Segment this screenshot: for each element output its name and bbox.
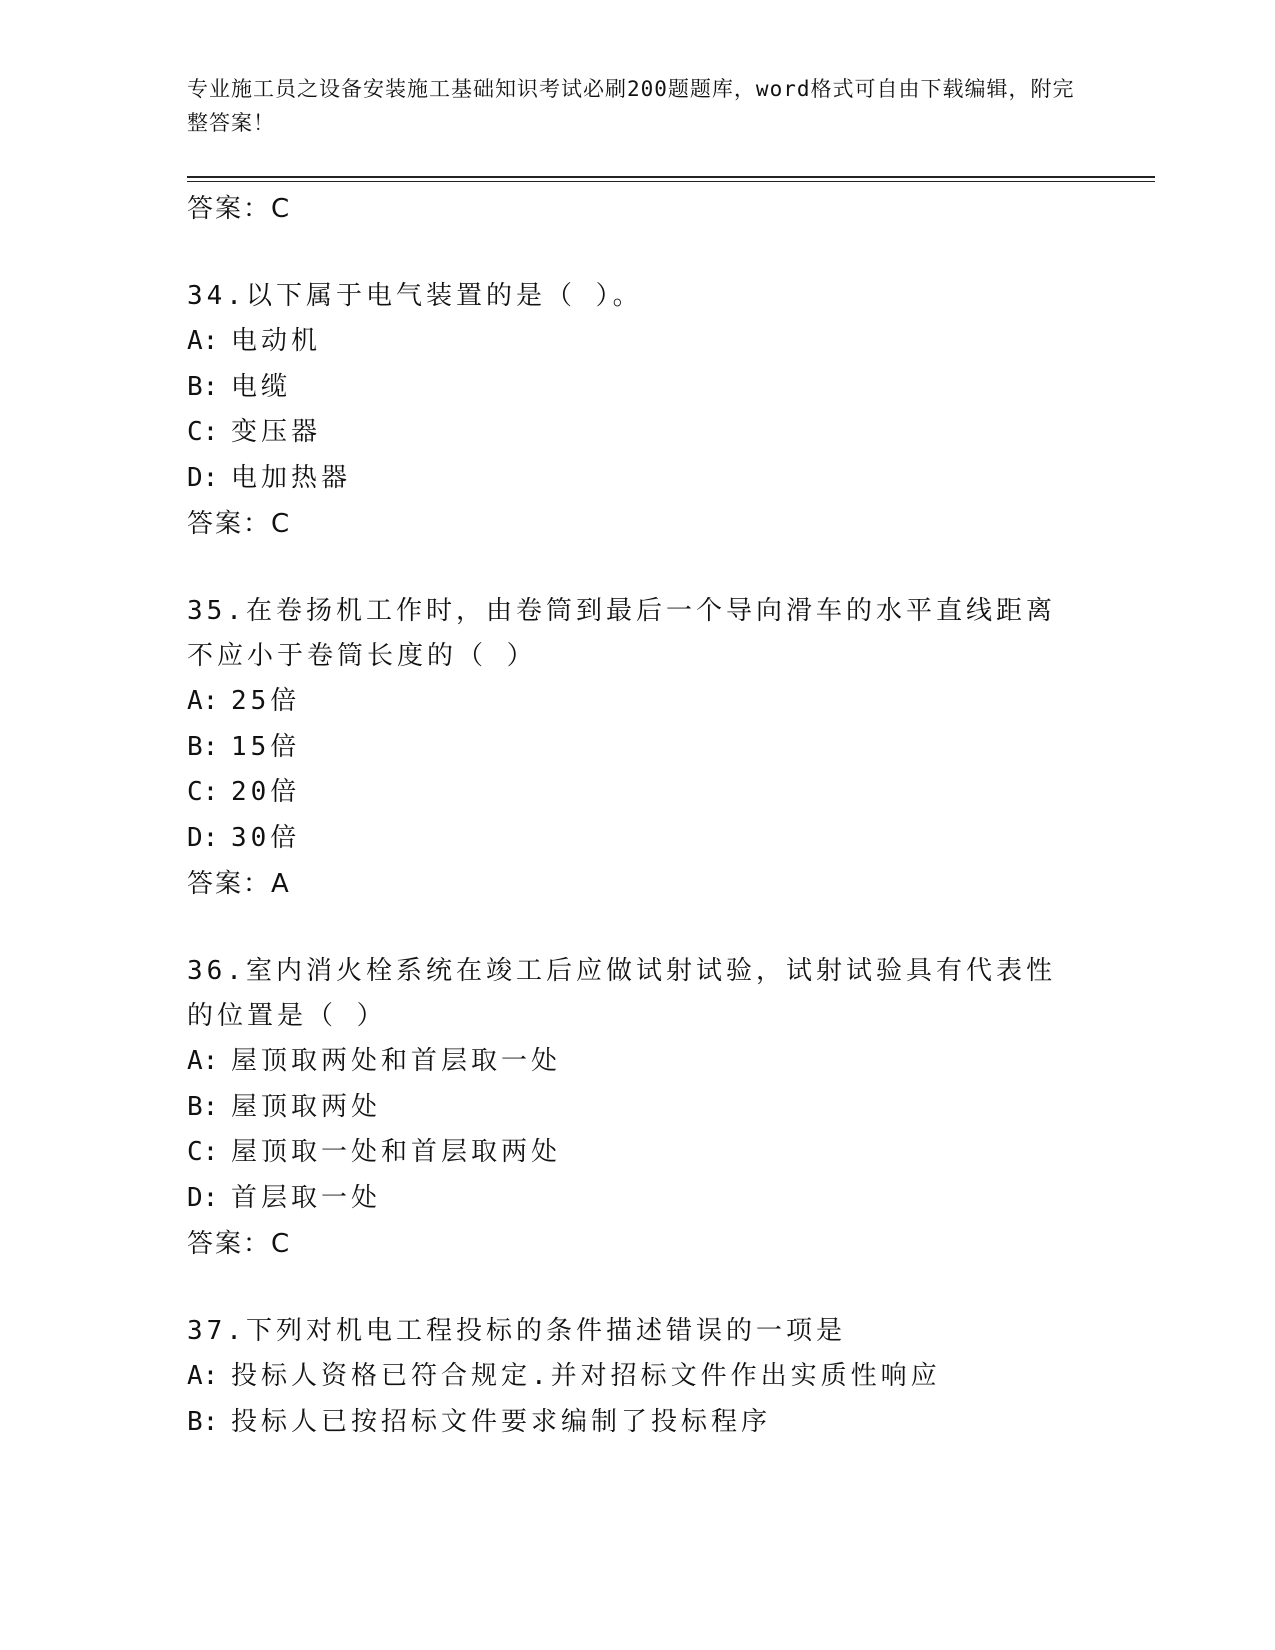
answer-line: 答案：C: [187, 1229, 292, 1259]
header-divider: [187, 176, 1155, 182]
option-letter: A:: [187, 686, 219, 716]
option-letter: A:: [187, 326, 219, 356]
option-d: [187, 1176, 1155, 1222]
option-b: [187, 365, 1155, 411]
option-b: [187, 1400, 1155, 1446]
question-34: [187, 274, 1155, 547]
option-text: 屋顶取两处: [231, 1091, 382, 1122]
option-text: 首层取一处: [231, 1182, 382, 1213]
answer-line: 答案：A: [187, 869, 291, 899]
option-letter: C:: [187, 417, 219, 447]
option-text: 20倍: [231, 777, 301, 807]
option-letter: C:: [187, 1137, 219, 1167]
previous-answer: 答案：C: [187, 194, 292, 224]
option-a: [187, 1354, 1155, 1400]
option-letter: A:: [187, 1046, 219, 1076]
option-text: 投标人资格已符合规定.并对招标文件作出实质性响应: [231, 1361, 941, 1391]
option-text: 15倍: [231, 731, 301, 762]
option-d: [187, 816, 1155, 862]
option-letter: D:: [187, 1182, 219, 1213]
option-letter: C:: [187, 777, 219, 807]
document-header: 专业施工员之设备安装施工基础知识考试必刷200题题库，word格式可自由下载编辑，附完整答案！: [187, 77, 1075, 135]
option-text: 投标人已按招标文件要求编制了投标程序: [231, 1406, 772, 1437]
document-page: [187, 72, 1155, 1445]
option-c: [187, 1130, 1155, 1176]
option-text: 25倍: [231, 686, 301, 716]
option-letter: B:: [187, 371, 219, 402]
option-a: [187, 1039, 1155, 1085]
option-text: 电缆: [231, 371, 292, 402]
option-text: 变压器: [231, 417, 322, 447]
option-letter: B:: [187, 731, 219, 762]
option-b: [187, 1085, 1155, 1131]
question-text: 34.以下属于电气装置的是（ ）。: [187, 281, 643, 311]
option-letter: B:: [187, 1406, 219, 1437]
option-d: [187, 456, 1155, 502]
option-a: [187, 679, 1155, 725]
question-35: [187, 589, 1155, 907]
answer-line: 答案：C: [187, 509, 292, 539]
option-text: 屋顶取一处和首层取两处: [231, 1137, 562, 1167]
option-a: [187, 319, 1155, 365]
question-37: [187, 1309, 1155, 1445]
option-b: [187, 725, 1155, 771]
option-text: 屋顶取两处和首层取一处: [231, 1046, 562, 1076]
question-text: 36.室内消火栓系统在竣工后应做试射试验，试射试验具有代表性的位置是（ ）: [187, 956, 1056, 1031]
question-text: 35.在卷扬机工作时，由卷筒到最后一个导向滑车的水平直线距离不应小于卷筒长度的（ ）: [187, 596, 1056, 671]
question-36: [187, 949, 1155, 1267]
option-letter: B:: [187, 1091, 219, 1122]
option-text: 电加热器: [231, 462, 352, 493]
option-text: 电动机: [231, 326, 322, 356]
option-c: [187, 410, 1155, 456]
option-letter: D:: [187, 822, 219, 853]
option-letter: D:: [187, 462, 219, 493]
option-text: 30倍: [231, 822, 301, 853]
option-c: [187, 770, 1155, 816]
question-text: 37.下列对机电工程投标的条件描述错误的一项是: [187, 1316, 846, 1346]
option-letter: A:: [187, 1361, 219, 1391]
